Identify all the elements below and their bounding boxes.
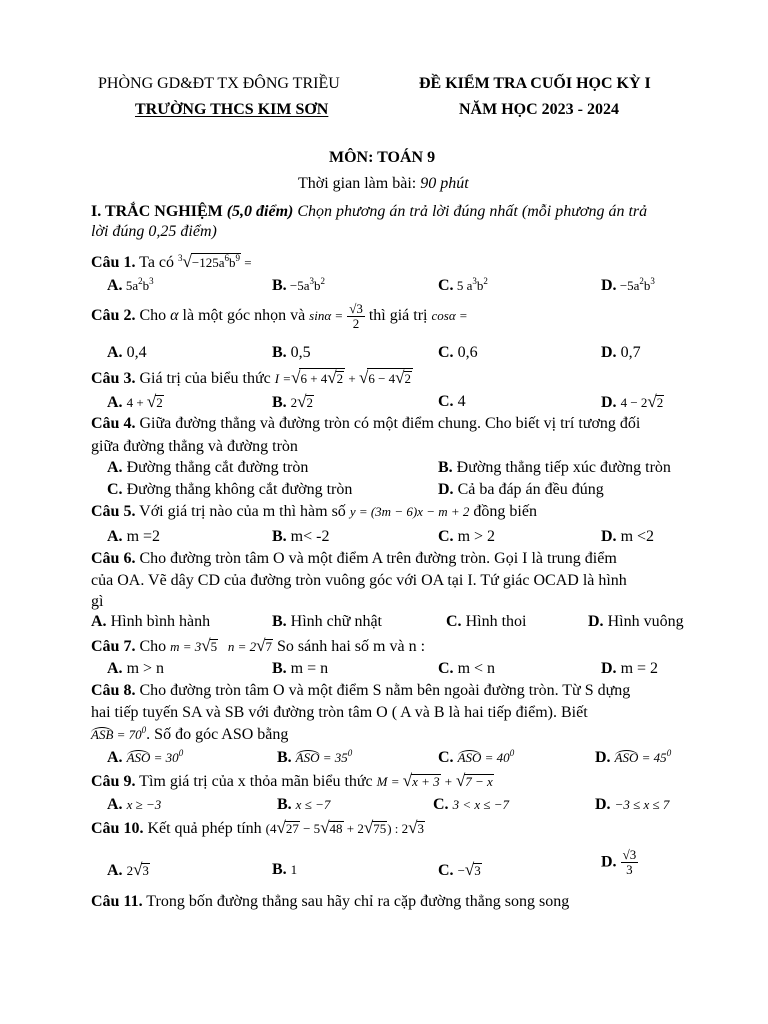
q4-option-a[interactable]: A. Đường thẳng cắt đường tròn: [107, 459, 309, 476]
school-year: NĂM HỌC 2023 - 2024: [459, 101, 619, 118]
section-instruction: Chọn phương án trả lời đúng nhất (mỗi phương án trả: [293, 203, 648, 220]
q5-option-c[interactable]: C. m > 2: [438, 528, 496, 545]
q2-label: Câu 2.: [91, 306, 136, 324]
exam-title: ĐỀ KIỂM TRA CUỐI HỌC KỲ I: [419, 75, 651, 92]
q8-option-b[interactable]: B. ASO = $35^0$: [277, 748, 353, 766]
question-11: Câu 11. Trong bốn đường thẳng sau hãy chỉ ra cặp đường thẳng song song: [91, 893, 570, 910]
question-1: [91, 252, 252, 272]
q1-option-d[interactable]: D. $-5a^2b^3$: [601, 276, 655, 294]
q3-option-b[interactable]: B. 2√2: [272, 392, 314, 411]
time-label: Thời gian làm bài:: [298, 175, 421, 192]
q2-option-a[interactable]: A. 0,4: [107, 344, 147, 361]
q3-label: Câu 3.: [91, 370, 136, 387]
q7-option-a[interactable]: A. m > n: [107, 660, 165, 677]
q8-option-c[interactable]: C. ASO = $40^0$: [438, 748, 515, 766]
question-8: Câu 8. Cho đường tròn tâm O và một điểm S nằm bên ngoài đường tròn. Từ S dựng: [91, 682, 631, 699]
q10-option-a[interactable]: A. 2√3: [107, 860, 149, 879]
q8-option-a[interactable]: A. ASO = $30^0$: [107, 748, 184, 766]
department-name: PHÒNG GD&ĐT TX ĐÔNG TRIỀU: [98, 75, 340, 92]
q1-option-c[interactable]: C. 5 $a^3b^2$: [438, 276, 488, 294]
q9-option-b[interactable]: B. x ≤ −7: [277, 796, 331, 813]
q3-option-c[interactable]: C. 4: [438, 393, 466, 410]
question-8-cont: hai tiếp tuyến SA và SB với đường tròn tâm O ( A và B là hai tiếp điểm). Biết: [91, 704, 588, 721]
section-instruction-cont: lời đúng 0,25 điểm): [91, 223, 217, 240]
question-3: Câu 3. Giá trị của biểu thức I =√6 + 4√2 + √6 − 4√2: [91, 368, 412, 387]
q1-option-a[interactable]: A. $5a^2b^3$: [107, 276, 154, 294]
q2-option-d[interactable]: D. 0,7: [601, 344, 641, 361]
q7-option-b[interactable]: B. m = n: [272, 660, 329, 677]
q4-option-d[interactable]: D. Cả ba đáp án đều đúng: [438, 481, 604, 498]
question-6-cont2: gì: [91, 593, 104, 610]
q5-option-a[interactable]: A. m =2: [107, 528, 161, 545]
q1-option-b[interactable]: B. $-5a^3b^2$: [272, 276, 326, 294]
question-6-cont: của OA. Vẽ dây CD của đường tròn vuông góc với OA tại I. Tứ giác OCAD là hình: [91, 572, 627, 589]
q9-option-d[interactable]: D. −3 ≤ x ≤ 7: [595, 796, 670, 813]
q7-option-c[interactable]: C. m < n: [438, 660, 496, 677]
q6-option-a[interactable]: A. Hình bình hành: [91, 613, 211, 630]
question-4: Câu 4. Giữa đường thẳng và đường tròn có một điểm chung. Cho biết vị trí tương đối: [91, 415, 641, 432]
time-value: 90 phút: [420, 175, 469, 192]
q9-option-c[interactable]: C. 3 < x ≤ −7: [433, 796, 510, 813]
q4-option-c[interactable]: C. Đường thẳng không cắt đường tròn: [107, 481, 353, 498]
question-10: Câu 10. Kết quả phép tính (4√27 − 5√48 + 2√75) : 2√3: [91, 818, 425, 837]
question-7: Câu 7. Cho m = 3√5 n = 2√7 So sánh hai số m và n :: [91, 636, 426, 655]
q5-option-b[interactable]: B. m< -2: [272, 528, 330, 545]
q6-option-c[interactable]: C. Hình thoi: [446, 613, 527, 630]
q10-option-c[interactable]: C. −√3: [438, 860, 481, 879]
q5-option-d[interactable]: D. m <2: [601, 528, 655, 545]
q4-option-b[interactable]: B. Đường thẳng tiếp xúc đường tròn: [438, 459, 671, 476]
section-title: I. TRẮC NGHIỆM: [91, 203, 227, 220]
q2-option-b[interactable]: B. 0,5: [272, 344, 311, 361]
section-points: (5,0 điểm): [226, 203, 294, 220]
subject-title: MÔN: TOÁN 9: [329, 149, 436, 166]
q7-option-d[interactable]: D. m = 2: [601, 660, 659, 677]
question-8-cont2: ASB = $70^0$. Số đo góc ASO bằng: [91, 725, 289, 743]
q2-option-c[interactable]: C. 0,6: [438, 344, 478, 361]
time-limit: [298, 174, 469, 193]
q9-option-a[interactable]: A. x ≥ −3: [107, 796, 162, 813]
question-2: Câu 2. Cho α là một góc nhọn và sinα = $\frac{√3}{2}$ thì giá trị cosα =: [91, 301, 468, 331]
q1-label: Câu 1.: [91, 254, 136, 271]
section-heading: [91, 202, 647, 221]
q1-expr: $^3√-125a^6b^9$ =: [178, 252, 252, 271]
question-9: Câu 9. Tìm giá trị của x thỏa mãn biểu thức M = √x + 3 + √7 − x: [91, 771, 493, 790]
q3-option-d[interactable]: D. 4 − 2√2: [601, 392, 664, 411]
q6-option-b[interactable]: B. Hình chữ nhật: [272, 613, 382, 630]
question-4-cont: giữa đường thẳng và đường tròn: [91, 438, 298, 455]
question-6: Câu 6. Cho đường tròn tâm O và một điểm A trên đường tròn. Gọi I là trung điểm: [91, 550, 617, 567]
question-5: Câu 5. Với giá trị nào của m thì hàm số y = (3m − 6)x − m + 2 đồng biến: [91, 503, 537, 520]
q10-option-d[interactable]: D. $\frac{√3}{3}$: [601, 847, 637, 877]
q6-option-d[interactable]: D. Hình vuông: [588, 613, 684, 630]
q10-option-b[interactable]: B. 1: [272, 861, 298, 878]
q3-option-a[interactable]: A. 4 + √2: [107, 392, 163, 411]
school-name: TRƯỜNG THCS KIM SƠN: [135, 101, 329, 118]
q8-option-d[interactable]: D. ASO = $45^0$: [595, 748, 672, 766]
q1-text: Ta có: [135, 254, 179, 271]
